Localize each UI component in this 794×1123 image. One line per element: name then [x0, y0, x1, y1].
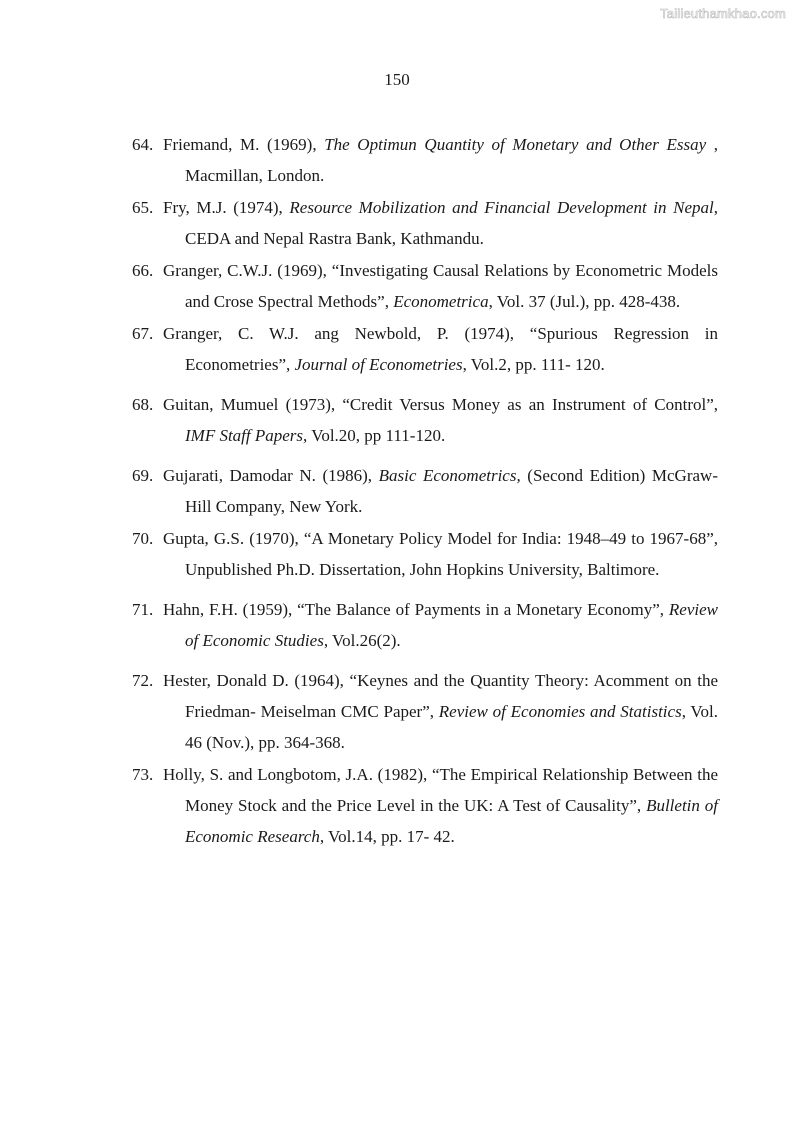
- reference-text: Friemand, M. (1969),: [163, 135, 325, 154]
- reference-title: Resource Mobilization and Financial Development in Nepal: [289, 198, 714, 217]
- reference-number: 71.: [132, 600, 154, 619]
- reference-details: , CEDA and Nepal Rastra Bank, Kathmandu.: [185, 198, 718, 248]
- page-number: 150: [384, 70, 410, 89]
- reference-text: Gupta, G.S. (1970), “A Monetary Policy Model for India: 1948–49 to 1967-68”, Unpublished Ph.D. Dissertation, John Hopkins University, Baltimore.: [163, 529, 718, 579]
- reference-number: 73.: [132, 765, 154, 784]
- reference-text: Guitan, Mumuel (1973), “Credit Versus Money as an Instrument of Control”,: [163, 395, 718, 414]
- reference-number: 69.: [132, 466, 154, 485]
- reference-details: , Vol. 46 (Nov.), pp. 364-368.: [185, 702, 718, 752]
- reference-title: Basic Econometrics,: [378, 466, 521, 485]
- reference-title: Review of Economic Studies: [185, 600, 718, 650]
- reference-title: IMF Staff Papers: [185, 426, 304, 445]
- reference-text: Fry, M.J. (1974),: [163, 198, 290, 217]
- reference-number: 72.: [132, 671, 154, 690]
- reference-title: Review of Economies and Statistics: [438, 702, 682, 721]
- reference-text: Gujarati, Damodar N. (1986),: [163, 466, 379, 485]
- reference-number: 67.: [132, 324, 154, 343]
- reference-item: [132, 129, 718, 191]
- reference-item: [132, 523, 718, 585]
- reference-details: , Vol. 37 (Jul.), pp. 428-438.: [488, 292, 681, 311]
- reference-title: The Optimun Quantity of Monetary and Other Essay: [324, 135, 707, 154]
- reference-details: , Vol.26(2).: [323, 631, 401, 650]
- reference-list: [132, 129, 718, 852]
- reference-number: 70.: [132, 529, 154, 548]
- reference-title: Bulletin of Economic Research: [185, 796, 719, 846]
- reference-item: [132, 460, 718, 522]
- reference-item: [132, 389, 718, 451]
- watermark: Tailieuthamkhao.com: [660, 6, 786, 21]
- reference-text: Granger, C. W.J. ang Newbold, P. (1974), “Spurious Regression in Econometries”,: [163, 324, 718, 374]
- reference-item: [132, 759, 718, 852]
- reference-text: Granger, C.W.J. (1969), “Investigating Causal Relations by Econometric Models and Crose Spectral Methods”,: [163, 261, 718, 311]
- reference-details: (Second Edition) McGraw- Hill Company, New York.: [185, 466, 718, 516]
- reference-title: Econometrica: [393, 292, 489, 311]
- reference-item: [132, 192, 718, 254]
- reference-number: 68.: [132, 395, 154, 414]
- reference-title: Journal of Econometries: [294, 355, 463, 374]
- reference-item: [132, 318, 718, 380]
- reference-text: Hester, Donald D. (1964), “Keynes and the Quantity Theory: Acomment on the Friedman- Meiselman CMC Paper”,: [163, 671, 718, 721]
- reference-details: , Vol.2, pp. 111- 120.: [462, 355, 605, 374]
- reference-details: , Macmillan, London.: [185, 135, 718, 185]
- reference-text: Holly, S. and Longbotom, J.A. (1982), “The Empirical Relationship Between the Money Stock and the Price Level in the UK: A Test of Causality”,: [163, 765, 718, 815]
- reference-number: 66.: [132, 261, 154, 280]
- reference-number: 64.: [132, 135, 154, 154]
- reference-number: 65.: [132, 198, 154, 217]
- reference-item: [132, 665, 718, 758]
- reference-text: Hahn, F.H. (1959), “The Balance of Payments in a Monetary Economy”,: [163, 600, 669, 619]
- reference-details: , Vol.20, pp 111-120.: [303, 426, 446, 445]
- reference-item: [132, 255, 718, 317]
- reference-details: , Vol.14, pp. 17- 42.: [319, 827, 455, 846]
- reference-item: [132, 594, 718, 656]
